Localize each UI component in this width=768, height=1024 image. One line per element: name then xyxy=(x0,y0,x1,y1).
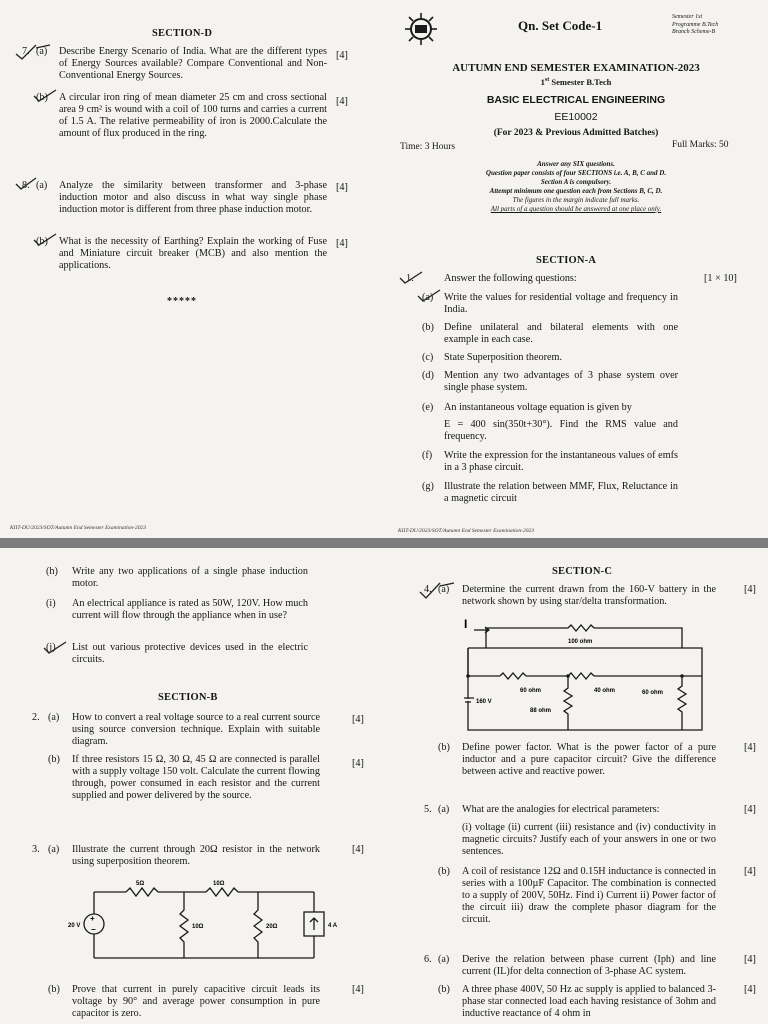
resistor-10-label: 10Ω xyxy=(213,881,225,887)
source-minus-sign: − xyxy=(91,925,96,934)
part-label: (a) xyxy=(36,180,48,191)
instruction: Answer any SIX questions. xyxy=(537,160,615,168)
part-label: (a) xyxy=(438,584,450,595)
pen-tick-mark xyxy=(32,232,60,248)
question-number: 2. xyxy=(32,712,40,723)
resistor-5-label: 5Ω xyxy=(136,881,145,887)
batch-info: (For 2023 & Previous Admitted Batches) xyxy=(493,128,659,138)
question-1e xyxy=(422,402,722,416)
question-text: Determine the current drawn from the 160-V battery in the network shown by using star/delta transformation. xyxy=(462,584,716,607)
part-label: (b) xyxy=(422,322,434,333)
part-label: (b) xyxy=(36,92,48,103)
superposition-circuit-diagram xyxy=(66,876,356,970)
question-text: Illustrate the relation between MMF, Flux, Reluctance in a magnetic circuit xyxy=(444,481,678,504)
question-text: State Superposition theorem. xyxy=(444,352,562,363)
question-number: 1. xyxy=(406,273,414,284)
question-text: What is the necessity of Earthing? Explain the working of Fuse and Miniature circuit breaker (MCB) and also mention the applications. xyxy=(59,236,327,271)
question-1 xyxy=(406,273,762,287)
section-b-heading: SECTION-B xyxy=(158,692,218,703)
part-label: (h) xyxy=(46,566,58,577)
note-line: Semester 1st xyxy=(672,14,703,20)
part-label: (b) xyxy=(438,866,450,877)
question-8a xyxy=(22,180,352,230)
question-8b xyxy=(22,236,352,276)
question-text: Illustrate the current through 20Ω resistor in the network using superposition theorem. xyxy=(72,844,320,867)
page-section-b xyxy=(0,548,384,1024)
exam-duration: Time: 3 Hours xyxy=(400,142,456,152)
question-1e-equation xyxy=(422,419,722,447)
resistor-60-left-label: 60 ohm xyxy=(520,688,542,694)
question-1b xyxy=(422,322,722,350)
part-label: (b) xyxy=(438,742,450,753)
question-text: Analyze the similarity between transformer and 3-phase induction motor and also discuss in what way single phase induction motor is different from three phase induction motor. xyxy=(59,180,327,215)
question-text: A three phase 400V, 50 Hz ac supply is applied to balanced 3-phase star connected load each having resistance of 3ohm and inductive reactance of 4 ohm in xyxy=(462,984,716,1019)
question-3a xyxy=(32,844,372,870)
question-5a-subparts xyxy=(424,822,764,862)
part-label: (e) xyxy=(422,402,434,413)
question-text: Define power factor. What is the power factor of a pure inductor and a pure capacitor circuit? Give the difference between active and reactive power. xyxy=(462,742,716,777)
semester-suffix: st xyxy=(544,77,550,84)
resistor-100-label: 100 ohm xyxy=(568,639,593,645)
page-cover xyxy=(384,0,768,538)
marks: [4] xyxy=(352,984,364,995)
question-text: Write the expression for the instantaneous values of emfs in a 3 phase circuit. xyxy=(444,450,678,473)
instruction: The figures in the margin indicate full marks. xyxy=(512,196,640,204)
voltage-source-label: 20 V xyxy=(68,923,81,929)
question-text: An electrical appliance is rated as 50W, 120V. How much current will flow through the appliance when in use? xyxy=(72,598,308,621)
junction-dot xyxy=(566,674,570,678)
part-label: (i) xyxy=(46,598,56,609)
part-label: (b) xyxy=(48,754,60,765)
note-line: Programme B.Tech xyxy=(672,21,719,28)
question-text: (i) voltage (ii) current (iii) resistance and (iv) conductivity in magnetic circuits? Justify each of your answers in one or two sentences. xyxy=(462,822,716,857)
semester-number: 1 xyxy=(540,77,545,87)
question-5a xyxy=(424,804,764,818)
pen-tick-mark xyxy=(32,88,60,104)
question-text: Define unilateral and bilateral elements with one example in each case. xyxy=(444,322,678,345)
marks: [4] xyxy=(336,182,348,193)
question-number: 4. xyxy=(424,584,432,595)
question-6a xyxy=(424,954,764,982)
marks: [4] xyxy=(744,866,756,877)
question-4b xyxy=(424,742,764,782)
current-source-label: 4 A xyxy=(328,923,338,929)
section-d-heading: SECTION-D xyxy=(152,28,213,39)
question-1c xyxy=(422,352,722,366)
question-number: 8. xyxy=(22,180,30,191)
junction-dot xyxy=(680,674,684,678)
question-text: What are the analogies for electrical parameters: xyxy=(462,804,660,815)
exam-title: AUTUMN END SEMESTER EXAMINATION-2023 xyxy=(452,62,700,74)
question-text: How to convert a real voltage source to a real current source using source conversion technique. Explain with suitable diagram. xyxy=(72,712,320,747)
pen-tick-mark xyxy=(416,288,442,304)
resistor-60-right-label: 60 ohm xyxy=(642,690,664,696)
question-text: A coil of resistance 12Ω and 0.15H inductance is connected in series with a 100µF Capacitor. The combination is connected to a supply of 200V, 50Hz. Find i) Current ii) Power factor of the circuit iii) draw the complete phasor diagram for the circuit. xyxy=(462,866,716,925)
question-1i xyxy=(46,598,346,638)
part-label: (f) xyxy=(422,450,433,461)
question-number: 7. xyxy=(22,46,30,57)
pen-tick-mark xyxy=(42,640,68,656)
pen-tick-mark xyxy=(14,176,38,192)
part-label: (b) xyxy=(48,984,60,995)
part-label: (a) xyxy=(48,712,60,723)
instruction: Section A is compulsory. xyxy=(540,178,612,186)
question-number: 6. xyxy=(424,954,432,965)
marks: [4] xyxy=(744,584,756,595)
question-set-code: Qn. Set Code-1 xyxy=(518,18,603,33)
instruction: All parts of a question should be answered at one place only. xyxy=(490,205,662,213)
marks: [4] xyxy=(352,758,364,769)
question-6b xyxy=(424,984,764,1024)
question-7b xyxy=(22,92,352,156)
full-marks: Full Marks: 50 xyxy=(672,140,729,150)
part-label: (c) xyxy=(422,352,434,363)
battery-label: 160 V xyxy=(476,699,492,705)
section-a-heading: SECTION-A xyxy=(536,255,597,266)
part-label: (j) xyxy=(46,642,56,653)
current-label: I xyxy=(464,617,468,631)
question-text: An instantaneous voltage equation is given by xyxy=(444,402,632,413)
pen-tick-mark xyxy=(14,42,54,62)
resistor-20-label: 20Ω xyxy=(266,924,278,930)
marks: [4] xyxy=(352,714,364,725)
part-label: (a) xyxy=(438,804,450,815)
page-section-c xyxy=(384,548,768,1024)
university-logo-icon xyxy=(404,12,438,46)
note-line: Branch Scheme-B xyxy=(672,29,716,35)
instruction: Attempt minimum one question each from Sections B, C, D. xyxy=(489,187,663,195)
question-5b xyxy=(424,866,764,930)
page-section-d xyxy=(0,0,384,538)
star-delta-circuit-diagram xyxy=(464,616,714,734)
part-label: (g) xyxy=(422,481,434,492)
question-text: E = 400 sin(350t+30°). Find the RMS value and frequency. xyxy=(444,419,678,442)
marks: [1 × 10] xyxy=(704,273,737,284)
part-label: (a) xyxy=(36,46,48,57)
page-footer: KIIT-DU/2023/SOT/Autumn End Semester Examination-2023 xyxy=(10,525,147,531)
resistor-88-label: 88 ohm xyxy=(530,708,552,714)
part-label: (a) xyxy=(422,292,434,303)
part-label: (a) xyxy=(438,954,450,965)
marks: [4] xyxy=(336,96,348,107)
handwritten-note xyxy=(672,14,718,37)
semester-programme: Semester B.Tech xyxy=(549,77,612,87)
marks: [4] xyxy=(336,50,348,61)
end-marker: ***** xyxy=(167,296,197,307)
question-text: Mention any two advantages of 3 phase system over single phase system. xyxy=(444,370,678,393)
question-1a xyxy=(422,292,722,320)
junction-dot xyxy=(466,674,470,678)
question-2a xyxy=(32,712,372,750)
question-text: Derive the relation between phase current (Iph) and line current (IL)for delta connection of 3-phase AC system. xyxy=(462,954,716,977)
question-3b xyxy=(32,984,372,1024)
marks: [4] xyxy=(744,984,756,995)
question-text: Write any two applications of a single phase induction motor. xyxy=(72,566,308,589)
question-text: Prove that current in purely capacitive circuit leads its voltage by 90° and average power consumption in pure capacitor is zero. xyxy=(72,984,320,1019)
subject-name: BASIC ELECTRICAL ENGINEERING xyxy=(486,94,666,106)
question-text: Describe Energy Scenario of India. What are the different types of Energy Sources available? Compare Conventional and Non-Conventional Energy Sources. xyxy=(59,46,327,81)
question-text: If three resistors 15 Ω, 30 Ω, 45 Ω are connected is parallel with a supply voltage 150 volt. Calculate the current flowing through, power consumed in each resistor and the current supplied and power delivered by the source. xyxy=(72,754,320,801)
section-c-heading: SECTION-C xyxy=(552,566,613,577)
subject-code: EE10002 xyxy=(554,111,598,123)
question-number: 3. xyxy=(32,844,40,855)
question-1d xyxy=(422,370,722,398)
marks: [4] xyxy=(744,804,756,815)
part-label: (b) xyxy=(36,236,48,247)
question-1h xyxy=(46,566,346,592)
question-4a xyxy=(424,584,764,612)
question-1f xyxy=(422,450,722,478)
pen-tick-mark xyxy=(418,580,458,602)
question-text: A circular iron ring of mean diameter 25 cm and cross sectional area 9 cm² is wound with a coil of 100 turns and carries a current of 1.5 A. The relative permeability of iron is 2000.Calculate the amount of flux produced in the ring. xyxy=(59,92,327,139)
semester-line xyxy=(384,77,768,87)
question-text: Answer the following questions: xyxy=(444,273,577,284)
question-text: Write the values for residential voltage and frequency in India. xyxy=(444,292,678,315)
marks: [4] xyxy=(336,238,348,249)
question-1j xyxy=(46,642,346,668)
resistor-10-shunt-label: 10Ω xyxy=(192,924,204,930)
resistor-40-label: 40 ohm xyxy=(594,688,616,694)
question-7a xyxy=(22,46,352,96)
marks: [4] xyxy=(352,844,364,855)
page-footer: KIIT-DU/2023/SOT/Autumn End Semester Examination-2023 xyxy=(398,528,535,534)
question-1g xyxy=(422,481,722,509)
part-label: (a) xyxy=(48,844,60,855)
question-2b xyxy=(32,754,372,818)
part-label: (d) xyxy=(422,370,434,381)
instruction: Question paper consists of four SECTIONS i.e. A, B, C and D. xyxy=(485,169,667,177)
marks: [4] xyxy=(744,742,756,753)
question-text: List out various protective devices used in the electric circuits. xyxy=(72,642,308,665)
source-plus-sign: + xyxy=(90,914,95,923)
marks: [4] xyxy=(744,954,756,965)
part-label: (b) xyxy=(438,984,450,995)
pen-tick-mark xyxy=(398,270,424,286)
question-number: 5. xyxy=(424,804,432,815)
